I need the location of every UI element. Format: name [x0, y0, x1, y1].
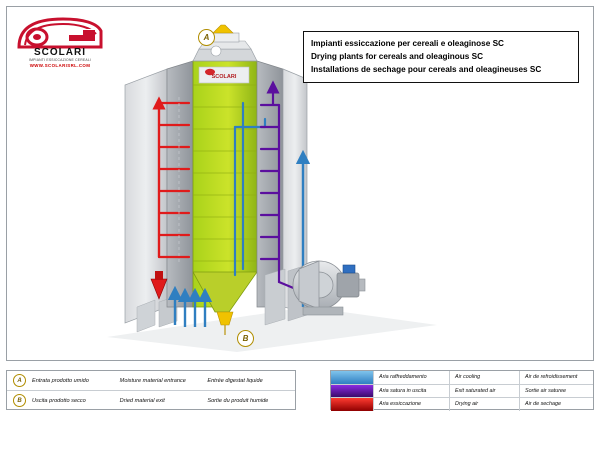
legend-b-fr: Sortie du produit humide	[207, 397, 269, 404]
legend-cooling-fr: Air de refroidissement	[525, 374, 578, 381]
title-line-en: Drying plants for cereals and oleaginous SC	[311, 52, 483, 61]
roof-cap	[211, 33, 239, 42]
legend-saturated-it: Aria satura in uscita	[374, 385, 450, 398]
machine-brand-label: SCOLARI	[211, 74, 237, 80]
legend-row	[331, 385, 593, 399]
legend-marker-b: B	[13, 394, 26, 407]
legend-drying-en: Drying air	[450, 398, 520, 411]
callout-a-label: A	[203, 33, 210, 42]
legend-swatch-cooling	[331, 371, 374, 384]
callout-b	[237, 330, 254, 347]
legend-a-it: Entrata prodotto umido	[32, 377, 89, 384]
motor-body	[337, 273, 359, 297]
drying-column-green	[193, 61, 257, 307]
diagram-frame	[6, 6, 594, 361]
legend-row	[7, 391, 295, 410]
legend-swatch-saturated	[331, 385, 374, 398]
legend-flows	[330, 370, 594, 410]
tower-roof	[193, 49, 257, 61]
legend-saturated-en: Exit saturated air	[450, 385, 520, 398]
logo-url: WWW.SCOLARISRL.COM	[29, 63, 91, 68]
burner-stack	[155, 271, 163, 280]
logo-name: SCOLARI	[34, 47, 86, 58]
legend-b-en: Dried material exit	[119, 397, 165, 404]
logo-mark	[17, 17, 103, 51]
legend-saturated-fr: Sortie air saturee	[525, 387, 567, 394]
company-logo	[17, 17, 103, 69]
wet-product-inlet	[213, 25, 233, 33]
legend-cooling-it: Aria raffreddamento	[374, 371, 450, 384]
legend-swatch-drying	[331, 398, 374, 411]
motor-shaft-cover	[359, 279, 365, 291]
motor-terminal-box	[343, 265, 355, 273]
legend-row	[331, 371, 593, 385]
legend-cooling-en: Air cooling	[450, 371, 520, 384]
fan-base	[303, 307, 343, 315]
callout-b-label: B	[242, 334, 249, 343]
legend-drying-it: Aria essiccazione	[374, 398, 450, 411]
title-line-it: Impianti essiccazione per cereali e oleaginose SC	[311, 39, 504, 48]
legend-b-it: Uscita prodotto secco	[32, 397, 86, 404]
legend-a-en: Moisture material entrance	[119, 377, 186, 384]
legend-row	[7, 371, 295, 391]
title-box	[303, 31, 579, 83]
callout-a	[198, 29, 215, 46]
title-line-fr: Installations de sechage pour cereals and oleagineuses SC	[311, 65, 542, 74]
fan-duct	[299, 261, 319, 309]
legend-a-fr: Entrée digestat liquide	[207, 377, 263, 384]
legend-drying-fr: Air de sechage	[525, 401, 561, 408]
legend-marker-a: A	[13, 374, 26, 387]
legend-row	[331, 398, 593, 411]
tower-left-column	[167, 61, 193, 307]
logo-subtitle: IMPIANTI ESSICCAZIONE CEREALI	[28, 58, 92, 62]
legend-points	[6, 370, 296, 410]
